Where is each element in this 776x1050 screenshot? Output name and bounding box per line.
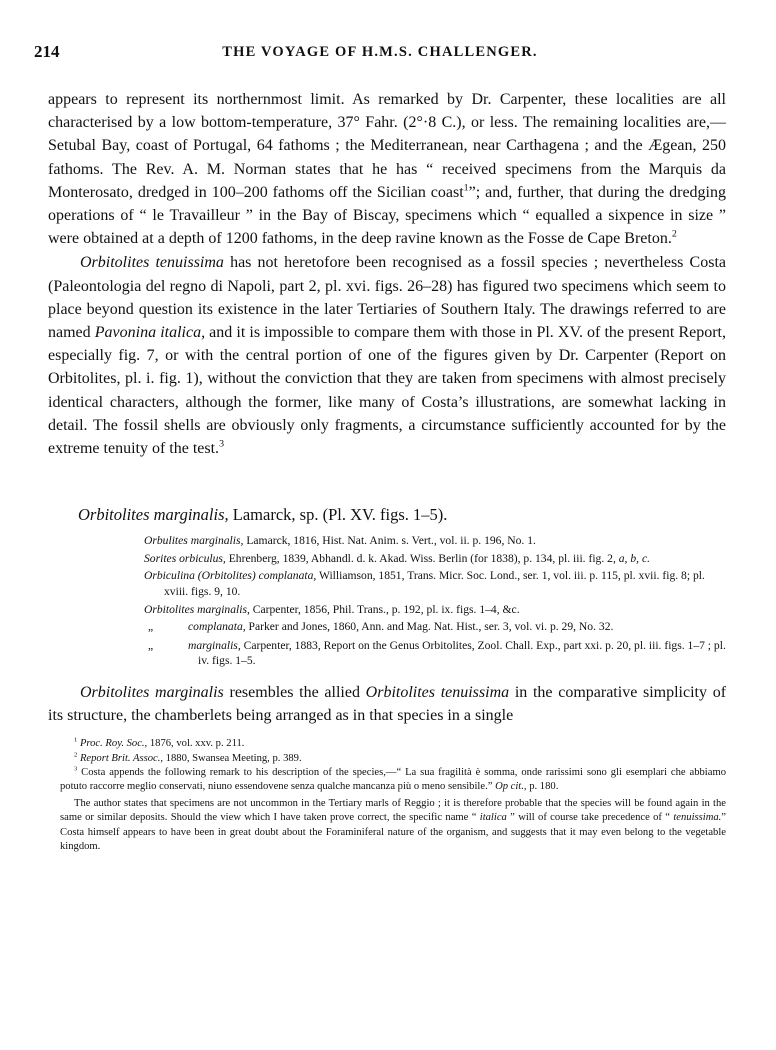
- text-run: resembles the allied: [223, 684, 366, 701]
- footnote-3-continuation: [60, 797, 726, 854]
- citation-abbrev: Op cit.,: [492, 781, 527, 793]
- text-run: appears to represent its northernmost limit. As remarked by Dr. Carpenter, these localities are all characterised by a low bottom-temperature, 37° Fahr. (2°·8 C.), or less. The remaining localities are,—Setubal Bay, coast of Portugal, 64 fathoms ; the Mediterranean, near Carthagena ; and the Ægean, 250 fathoms. The Rev. A. M. Norman states that he has “ received specimens from the Marquis da Monterosato, dredged in 100–200 fathoms off the Sicilian coast: [48, 91, 726, 201]
- footnote-text: ” will of course take precedence of “: [506, 812, 674, 824]
- synonymy-list: [144, 533, 728, 669]
- species-epithet: tenuissima.: [673, 812, 722, 824]
- ditto-mark: „: [148, 620, 154, 634]
- species-name: Orbitolites tenuissima: [80, 254, 224, 272]
- footnote-number: 1: [74, 736, 78, 744]
- paragraph-continuation: [48, 88, 726, 250]
- footnote-text: 1876, vol. xxv. p. 211.: [147, 738, 245, 750]
- page-number: 214: [34, 42, 60, 61]
- figure-letters: a, b, c.: [618, 551, 650, 565]
- synonymy-entry: [144, 568, 728, 599]
- synonym-name: complanata,: [188, 620, 246, 634]
- synonym-reference: Parker and Jones, 1860, Ann. and Mag. Nat. Hist., ser. 3, vol. vi. p. 29, No. 32.: [245, 620, 614, 634]
- footnote-text: ” Costa himself appears to have been in great doubt about the Foraminiferal nature of the organism, and suggests that it may even belong to the vegetable kingdom.: [60, 812, 726, 852]
- footnote-ref-1: 1: [463, 182, 469, 194]
- footnote-text: The author states that specimens are not uncommon in the Tertiary marls of Reggio ; it is therefore probable that the species will be found again in the same or similar deposits. Should the view which I have taken prove correct, the specific name “: [60, 798, 726, 824]
- main-text: [48, 88, 726, 854]
- ditto-mark: „: [148, 638, 154, 652]
- synonym-name: Sorites orbiculus,: [144, 551, 226, 565]
- species-heading-name: Orbitolites marginalis,: [78, 505, 229, 525]
- species-name: Pavonina italica,: [94, 324, 206, 342]
- footnote-number: 2: [74, 751, 78, 759]
- footnote-ref-2: 2: [671, 228, 677, 240]
- paragraph-fossil-record: [48, 251, 726, 460]
- footnote-2: [60, 752, 726, 766]
- text-run: has not heretofore been recognised as a fossil species ; nevertheless Costa (Paleontologia del regno di Napoli, part 2, pl. xvi. figs. 26–28) has figured two specimens which seem to place beyond question its existence in the later Tertiaries of Southern Italy. The drawings referred to are named: [48, 254, 727, 342]
- running-title: THE VOYAGE OF H.M.S. CHALLENGER.: [222, 44, 538, 60]
- footnote-number: 3: [74, 765, 78, 773]
- species-name: Orbitolites tenuissima: [365, 684, 510, 701]
- species-heading-authority: Lamarck, sp. (Pl. XV. figs. 1–5).: [228, 505, 448, 525]
- synonym-reference: Carpenter, 1856, Phil. Trans., p. 192, pl. ix. figs. 1–4, &c.: [249, 602, 520, 616]
- synonymy-entry: [144, 638, 728, 669]
- footnote-ref-3: 3: [219, 438, 225, 450]
- synonymy-entry: [144, 619, 728, 635]
- synonym-name: Orbulites marginalis,: [144, 534, 244, 548]
- footnote-text: Costa appends the following remark to his description of the species,—“ La sua fragilità è somma, onde rarissimi sono gli esemplari che abbiamo potuto raccorre meglio conservati, niuno essendovene senza qualche mancanza più o meno sensibile.”: [60, 766, 726, 793]
- species-heading: [78, 504, 726, 526]
- synonym-name: marginalis,: [188, 638, 241, 652]
- synonymy-entry: [144, 602, 728, 618]
- text-run: ”; and, further, that during the dredging operations of “ le Travailleur ” in the Bay of Biscay, specimens which “ equalled a sixpence in size ” were obtained at a depth of 1200 fathoms, in the deep ravine known as the Fosse de Cape Breton.: [48, 183, 726, 248]
- journal-title: Report Brit. Assoc.,: [79, 752, 164, 764]
- paragraph-description: [48, 681, 726, 727]
- species-epithet: italica: [479, 812, 507, 824]
- page-header: [34, 42, 726, 66]
- synonym-name: Orbiculina (Orbitolites) complanata,: [144, 569, 317, 583]
- synonym-reference: Ehrenberg, 1839, Abhandl. d. k. Akad. Wiss. Berlin (for 1838), p. 134, pl. iii. fig. 2,: [225, 551, 619, 565]
- synonym-reference: Carpenter, 1883, Report on the Genus Orbitolites, Zool. Chall. Exp., part xxi. p. 20, pl. iii. figs. 1–7 ; pl. iv. figs. 1–5.: [198, 638, 726, 668]
- text-run: and it is impossible to compare them with those in Pl. XV. of the present Report, especially fig. 7, or with the central portion of one of the figures given by Dr. Carpenter (Report on Orbitolites, pl. i. fig. 1), without the conviction that they are taken from specimens with almost precisely identical characters, although the former, like many of Costa’s illustrations, are somewhat lacking in detail. The fossil shells are obviously only fragments, a circumstance sufficiently accounted for by the extreme tenuity of the test.: [48, 324, 726, 458]
- journal-title: Proc. Roy. Soc.,: [79, 738, 148, 750]
- synonym-name: Orbitolites marginalis,: [144, 602, 250, 616]
- synonymy-entry: [144, 533, 728, 549]
- synonym-text: [188, 638, 728, 669]
- footnote-1: [60, 737, 726, 751]
- synonymy-entry: [144, 551, 728, 567]
- footnote-3: [60, 766, 726, 794]
- footnotes: [60, 737, 726, 854]
- synonym-reference: Williamson, 1851, Trans. Micr. Soc. Lond., ser. 1, vol. iii. p. 115, pl. xvii. fig. 8; pl. xviii. figs. 9, 10.: [164, 569, 705, 599]
- species-name: Orbitolites marginalis: [80, 684, 224, 701]
- text-run: in the comparative simplicity of its structure, the chamberlets being arranged as in that species in a single: [48, 684, 727, 725]
- synonym-reference: Lamarck, 1816, Hist. Nat. Anim. s. Vert., vol. ii. p. 196, No. 1.: [243, 534, 536, 548]
- synonym-text: [188, 619, 728, 635]
- footnote-text: 1880, Swansea Meeting, p. 389.: [163, 752, 302, 764]
- footnote-text: p. 180.: [526, 781, 559, 793]
